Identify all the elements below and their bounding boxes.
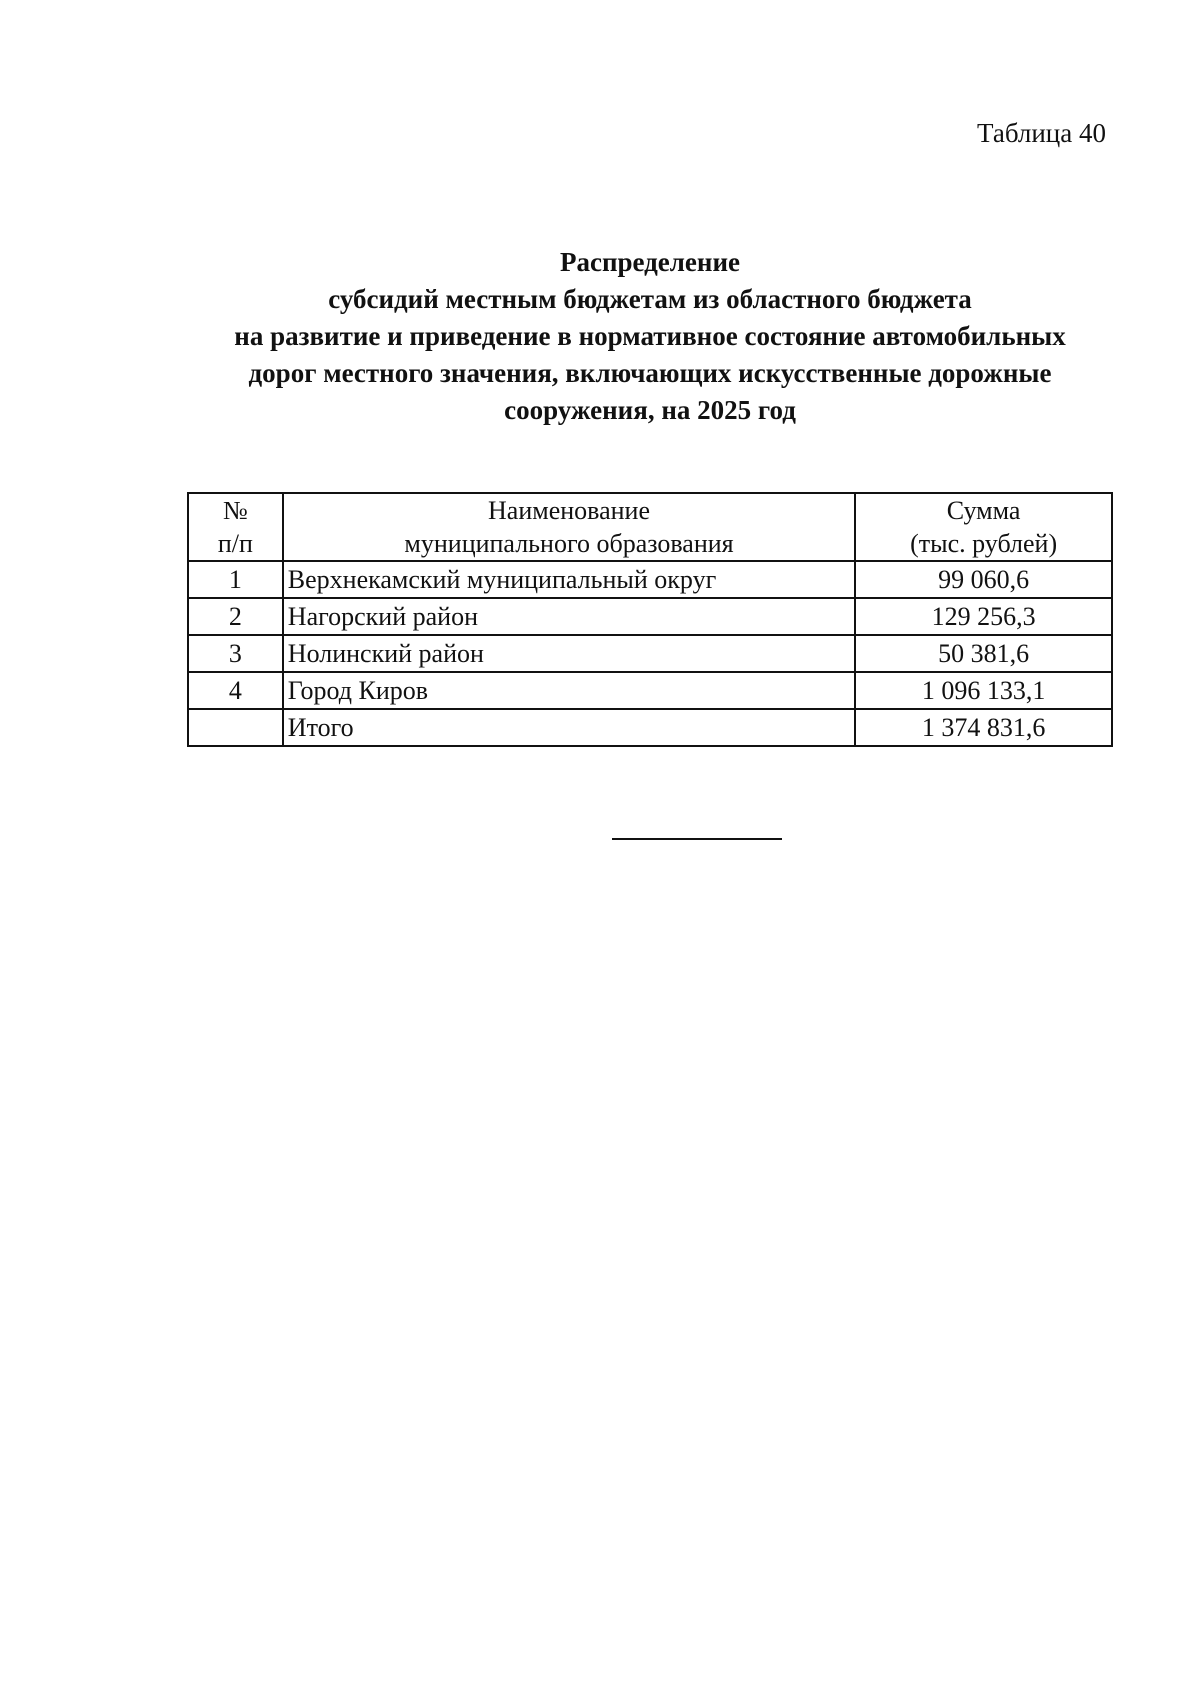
table-row (188, 635, 1112, 672)
row-number: 2 (188, 598, 283, 635)
title-line: на развитие и приведение в нормативное состояние автомобильных (234, 321, 1066, 351)
row-number: 3 (188, 635, 283, 672)
title-line: дорог местного значения, включающих искусственные дорожные (248, 358, 1052, 388)
row-number: 1 (188, 561, 283, 598)
title-line: сооружения, на 2025 год (504, 395, 796, 425)
title-line: субсидий местным бюджетам из областного бюджета (328, 284, 972, 314)
row-sum: 1 374 831,6 (855, 709, 1112, 746)
table-number-label: Таблица 40 (977, 118, 1106, 148)
row-name: Город Киров (283, 672, 855, 709)
row-sum: 1 096 133,1 (855, 672, 1112, 709)
row-name: Нагорский район (283, 598, 855, 635)
header-number (188, 493, 283, 561)
header-name-line: Наименование (488, 496, 650, 525)
subsidy-table (187, 492, 1113, 747)
document-title (140, 244, 1160, 429)
end-separator-line (612, 838, 782, 840)
header-name (283, 493, 855, 561)
header-number-line: № (222, 496, 248, 525)
row-sum: 50 381,6 (855, 635, 1112, 672)
table-header-row (188, 493, 1112, 561)
table-row (188, 672, 1112, 709)
header-sum (855, 493, 1112, 561)
header-name-line: муниципального образования (404, 529, 734, 558)
title-line: Распределение (559, 247, 741, 277)
row-sum: 99 060,6 (855, 561, 1112, 598)
table-row (188, 598, 1112, 635)
header-number-line: п/п (217, 529, 253, 558)
row-name: Итого (283, 709, 855, 746)
row-name: Нолинский район (283, 635, 855, 672)
header-sum-line: (тыс. рублей) (910, 529, 1058, 558)
row-name: Верхнекамский муниципальный округ (283, 561, 855, 598)
row-sum: 129 256,3 (855, 598, 1112, 635)
row-number: 4 (188, 672, 283, 709)
header-sum-line: Сумма (946, 496, 1021, 525)
row-number (188, 709, 283, 746)
table-row (188, 561, 1112, 598)
table-total-row (188, 709, 1112, 746)
